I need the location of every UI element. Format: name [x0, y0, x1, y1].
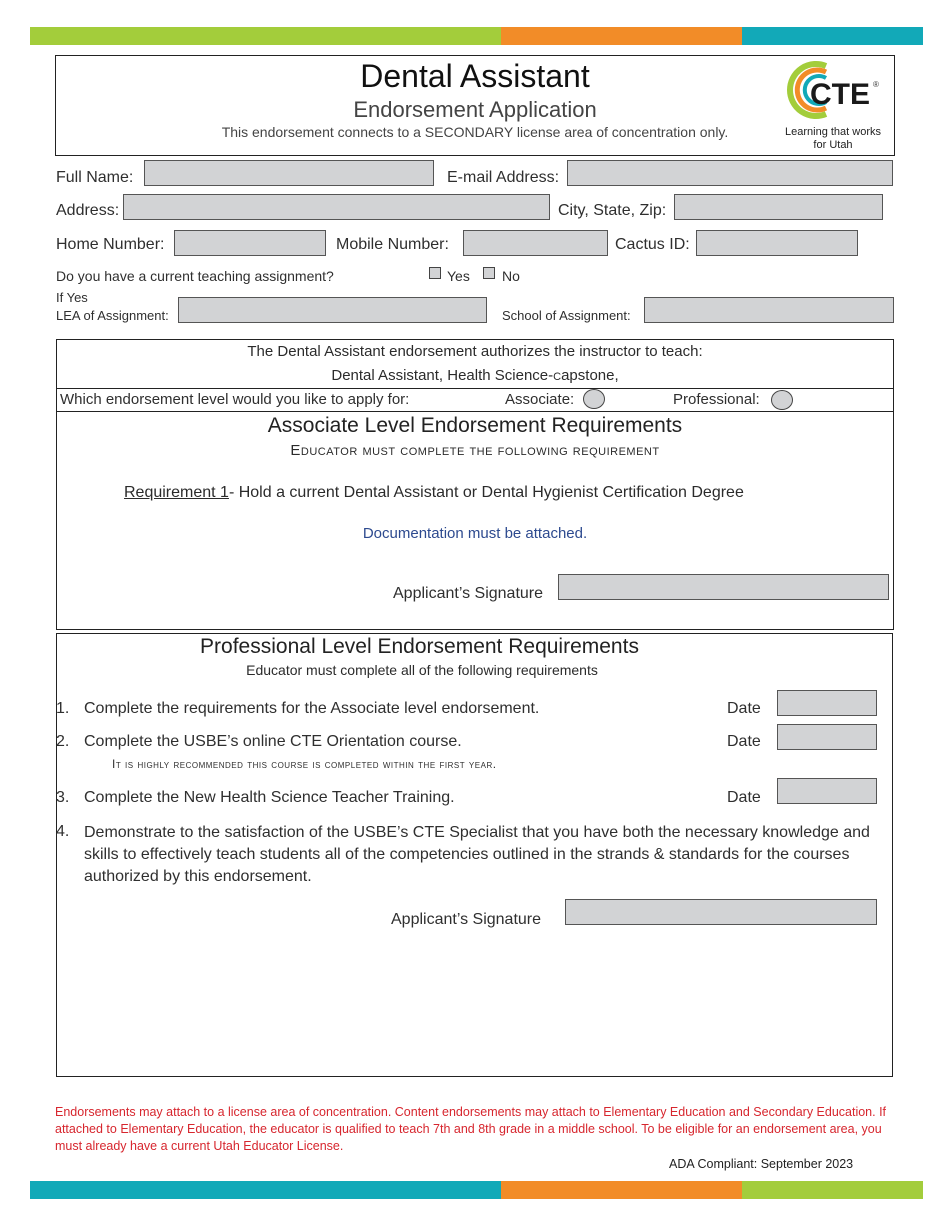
mobile-number-label: Mobile Number:: [336, 236, 449, 253]
cte-tagline-1: Learning that works: [785, 126, 881, 138]
secondary-note: This endorsement connects to a SECONDARY license area of concentration only.: [221, 124, 729, 140]
email-field[interactable]: [567, 160, 893, 186]
associate-signature-field[interactable]: [558, 574, 889, 600]
lea-label: LEA of Assignment:: [56, 308, 169, 323]
address-label: Address:: [56, 202, 120, 219]
associate-subtitle: Educator must complete the following requirement: [290, 442, 660, 459]
top-bar-green: [30, 27, 501, 45]
prof-item-2-date-label: Date: [727, 733, 761, 750]
requirement-1-text: - Hold a current Dental Assistant or Dental Hygienist Certification Degree: [228, 484, 744, 501]
professional-level-radio[interactable]: [771, 390, 793, 410]
associate-level-label: Associate:: [505, 391, 575, 408]
prof-item-1-date-field[interactable]: [777, 690, 877, 716]
bottom-bar-green: [742, 1181, 923, 1199]
school-field[interactable]: [644, 297, 894, 323]
yes-label: Yes: [447, 268, 470, 284]
mobile-number-field[interactable]: [463, 230, 608, 256]
prof-item-3-text: Complete the New Health Science Teacher Training.: [84, 789, 455, 806]
prof-item-3-date-field[interactable]: [777, 778, 877, 804]
associate-level-radio[interactable]: [583, 389, 605, 409]
cte-logo: [778, 58, 888, 154]
professional-level-label: Professional:: [673, 391, 760, 408]
prof-item-4-text: Demonstrate to the satisfaction of the USBE’s CTE Specialist that you have both the necessary knowledge and skills to effectively teach students all of the competencies outlined in the strands & standards for the courses authorized by this endorsement.: [84, 824, 870, 885]
prof-item-1-num: 1.: [56, 700, 70, 717]
bottom-bar-teal: [30, 1181, 501, 1199]
prof-item-2-num: 2.: [56, 733, 70, 750]
teaching-assignment-question: Do you have a current teaching assignment?: [56, 268, 334, 284]
associate-title: Associate Level Endorsement Requirements: [267, 414, 683, 437]
cactus-id-field[interactable]: [696, 230, 858, 256]
authorization-line-2: [56, 367, 894, 384]
requirement-1-label: Requirement 1: [124, 484, 229, 501]
cactus-id-label: Cactus ID:: [615, 236, 690, 253]
email-label: E-mail Address:: [447, 169, 560, 186]
prof-item-4-num: 4.: [56, 823, 70, 840]
city-state-zip-field[interactable]: [674, 194, 883, 220]
prof-item-1-date-label: Date: [727, 700, 761, 717]
prof-item-3-date-label: Date: [727, 789, 761, 806]
lea-field[interactable]: [178, 297, 487, 323]
full-name-field[interactable]: [144, 160, 434, 186]
prof-item-2-text: Complete the USBE’s online CTE Orientation course.: [84, 733, 462, 750]
footer-note: Endorsements may attach to a license area of concentration. Content endorsements may attach to Elementary Education and Secondary Education. If attached to Elementary Education, the educator is qualified to teach 7th and 8th grade in a middle school. To be eligible for an endorsement area, you must already have a current Utah Educator License.: [55, 1105, 887, 1153]
prof-item-2-note: It is highly recommended this course is completed within the first year.: [112, 757, 497, 771]
cte-tagline-2: for Utah: [813, 139, 853, 151]
level-question: Which endorsement level would you like to apply for:: [60, 391, 410, 408]
authorization-capstone-c: c: [553, 367, 562, 384]
requirement-1: [124, 484, 744, 502]
authorization-line-1: The Dental Assistant endorsement authorizes the instructor to teach:: [247, 343, 703, 360]
prof-item-2-date-field[interactable]: [777, 724, 877, 750]
address-field[interactable]: [123, 194, 550, 220]
cte-logo-text: CTE: [810, 78, 870, 111]
home-number-field[interactable]: [174, 230, 326, 256]
top-bar-teal: [742, 27, 923, 45]
no-checkbox[interactable]: [483, 267, 495, 279]
full-name-label: Full Name:: [56, 169, 134, 186]
page-title: Dental Assistant: [360, 58, 590, 94]
top-bar-orange: [501, 27, 742, 45]
professional-signature-label: Applicant’s Signature: [391, 911, 542, 928]
professional-signature-field[interactable]: [565, 899, 877, 925]
authorization-courses: Dental Assistant, Health Science-: [331, 367, 554, 384]
authorization-capstone-end: apstone,: [561, 367, 619, 384]
associate-signature-label: Applicant’s Signature: [393, 585, 544, 602]
ada-compliance: ADA Compliant: September 2023: [669, 1157, 854, 1171]
prof-item-3-num: 3.: [56, 789, 70, 806]
page-subtitle: Endorsement Application: [353, 97, 597, 122]
professional-title: Professional Level Endorsement Requirements: [200, 635, 639, 658]
city-state-zip-label: City, State, Zip:: [558, 202, 667, 219]
if-yes-label: If Yes: [56, 290, 88, 305]
yes-checkbox[interactable]: [429, 267, 441, 279]
home-number-label: Home Number:: [56, 236, 165, 253]
cte-logo-registered: ®: [873, 80, 879, 89]
professional-subtitle: Educator must complete all of the following requirements: [246, 662, 598, 678]
documentation-note: Documentation must be attached.: [362, 525, 588, 542]
bottom-bar-orange: [501, 1181, 742, 1199]
no-label: No: [502, 268, 520, 284]
prof-item-1-text: Complete the requirements for the Associate level endorsement.: [84, 700, 540, 717]
school-label: School of Assignment:: [502, 308, 631, 323]
